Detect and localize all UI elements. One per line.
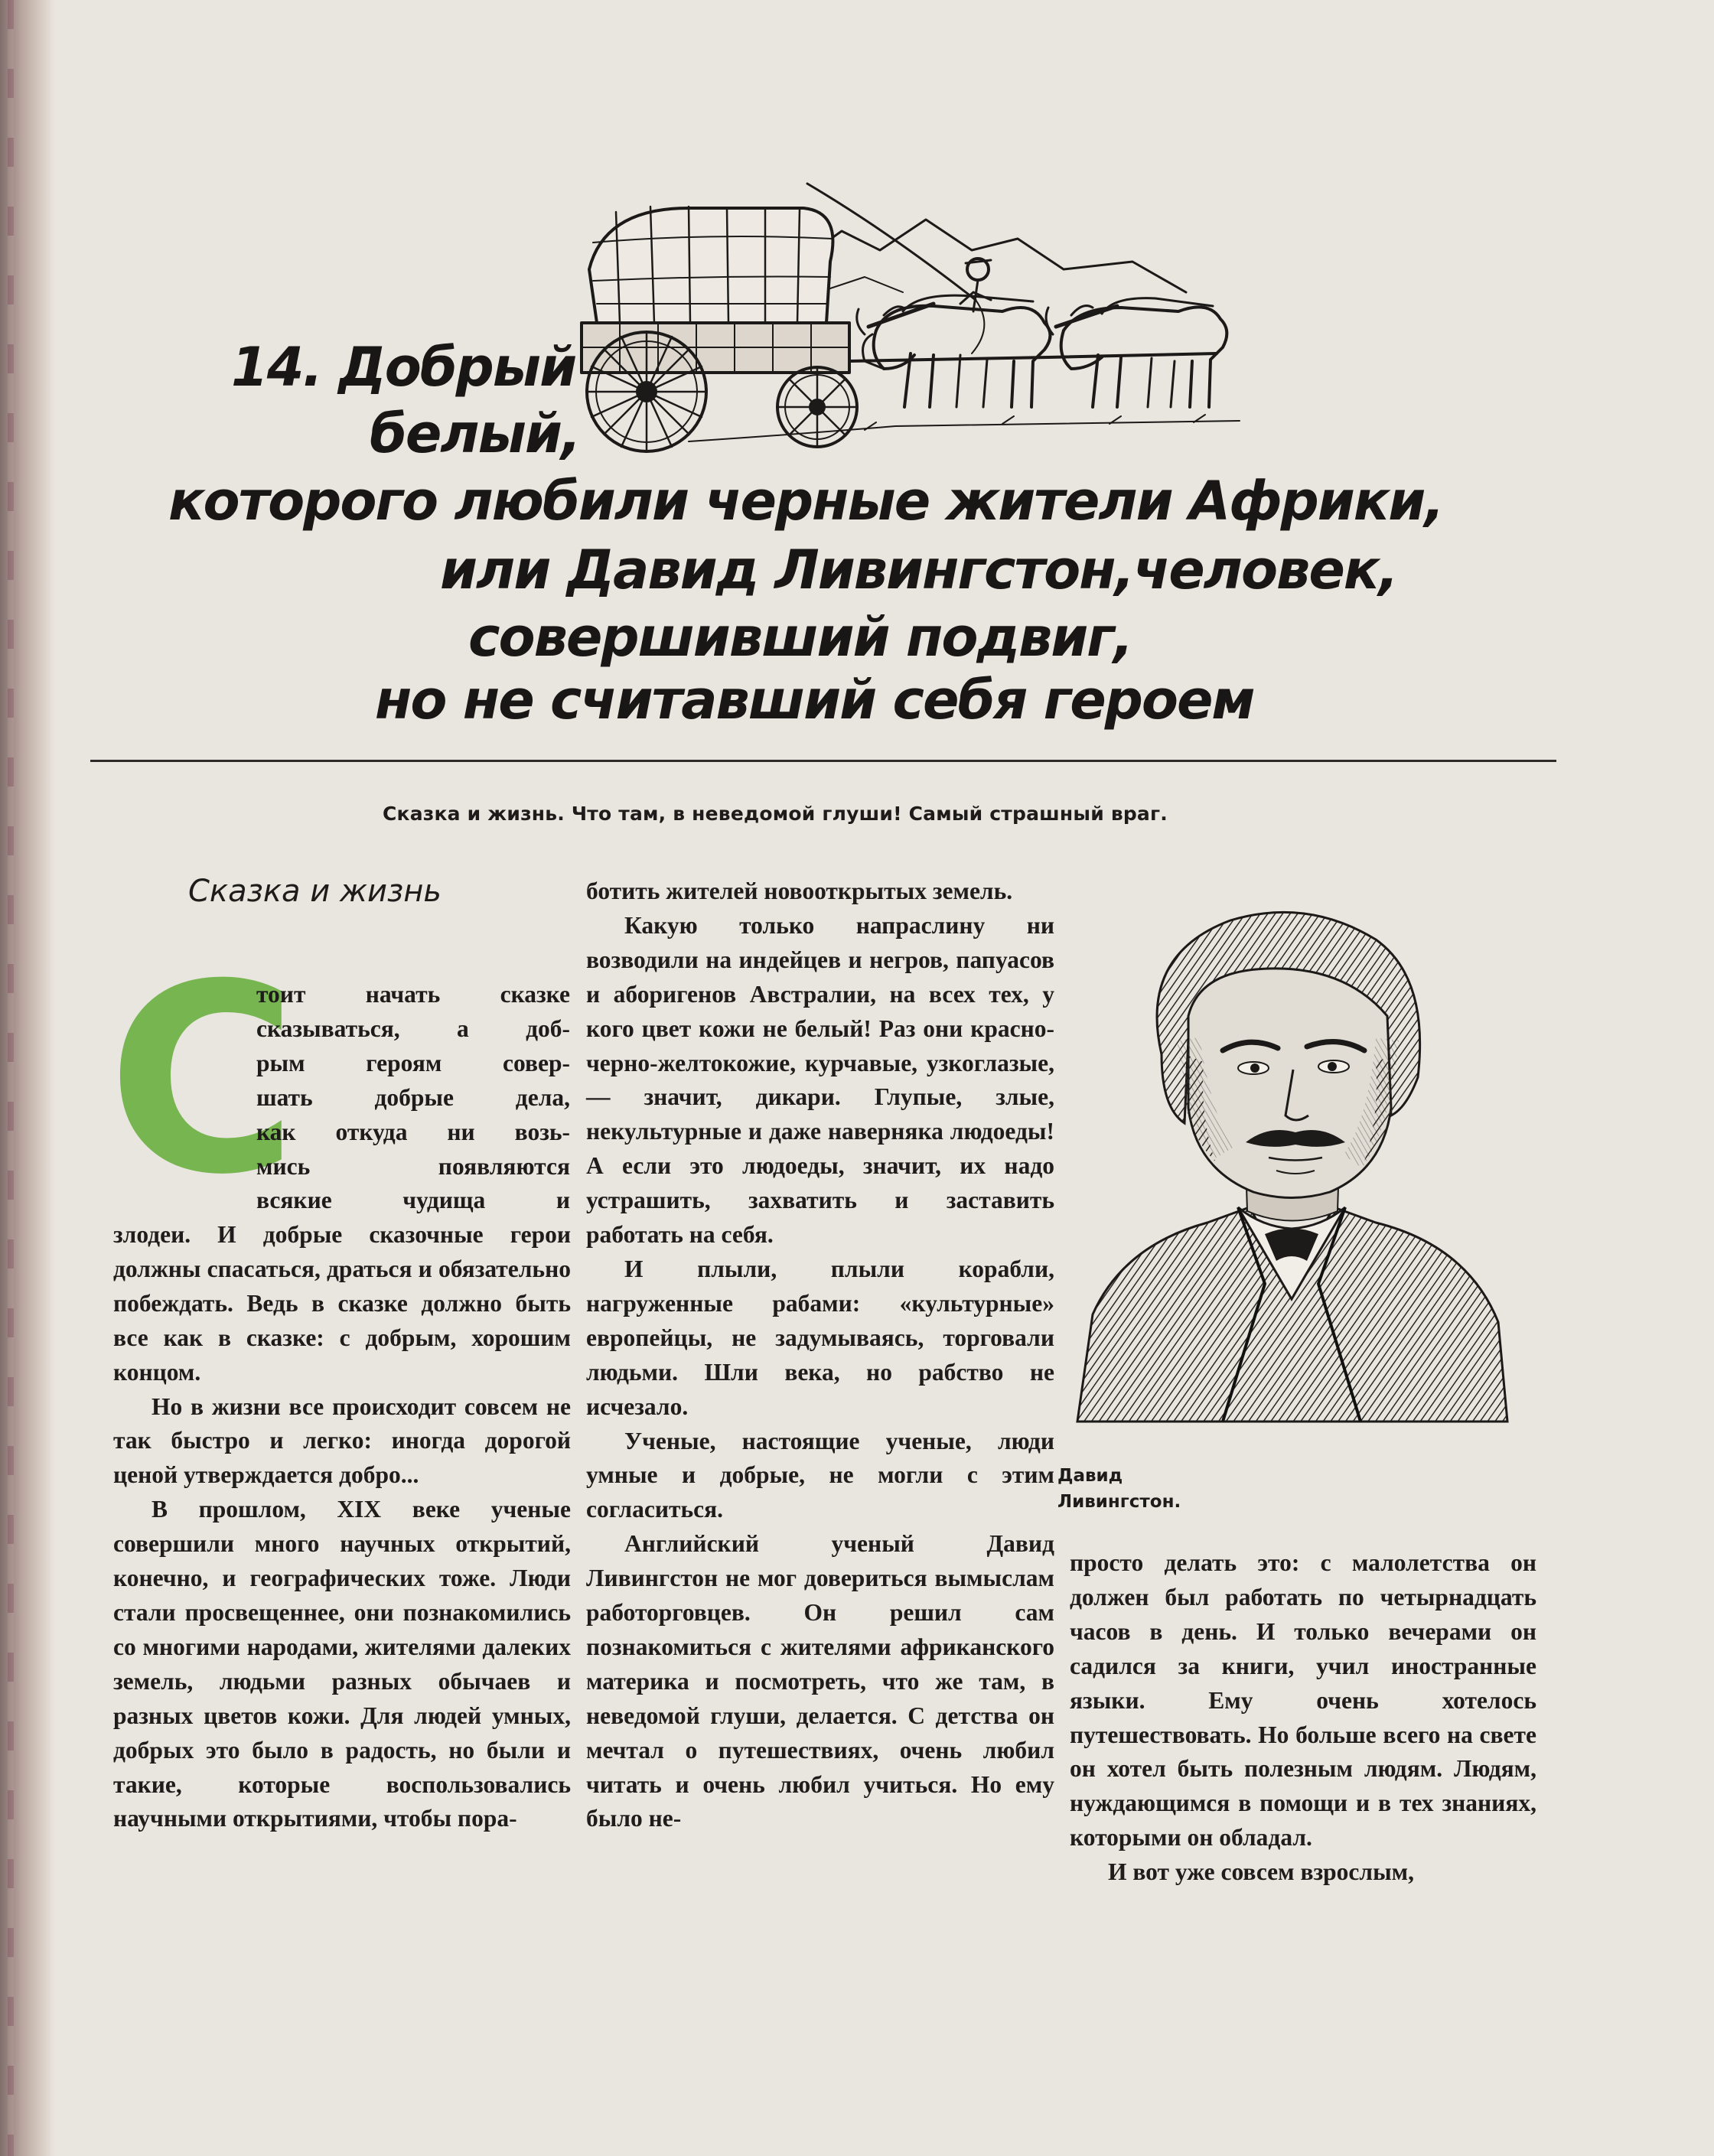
title-line-3: которого любили черные жители Африки,	[168, 470, 1443, 532]
lead-line: мись появляются	[256, 1152, 570, 1180]
title-line-1: 14. Добрый	[231, 336, 576, 399]
title-line-4: или Давид Ливингстон,человек,	[440, 539, 1397, 601]
paragraph: И вот уже совсем взрослым,	[1108, 1858, 1415, 1886]
portrait-engraving	[1070, 886, 1510, 1428]
chapter-subheadings: Сказка и жизнь. Что там, в неведомой глуши! Самый страшный враг.	[383, 803, 1168, 825]
paragraph: Английский ученый Давид Ливингстон не мог довериться вымыслам работорговцев. Он решил сам познакомиться с жителями африканского материка и посмотреть, что же там, в неведомой глуши, делается. С детства он мечтал о путешествиях, очень любил читать и очень любил учиться. Но ему было не-	[586, 1530, 1054, 1832]
intro-lead-lines	[256, 978, 570, 1218]
column-2	[586, 874, 1054, 1836]
lead-line: сказываться, а доб-	[256, 1014, 570, 1042]
paragraph: просто делать это: с малолетства он должен был работать по четырнадцать часов в день. И только вечерами он садился за книги, учил иностранные языки. Ему очень хотелось путешествовать. Но больше всего на свете он хотел быть полезным людям. Людям, нуждающимся в помощи и в тех знаниях, которыми он обладал.	[1070, 1549, 1536, 1851]
heading-divider	[90, 760, 1556, 762]
drop-cap: С	[107, 929, 289, 1232]
paragraph: И плыли, плыли корабли, нагруженные рабами: «культурные» европейцы, не задумываясь, торговали людьми. Шли века, но рабство не исчезало.	[586, 1255, 1054, 1420]
lead-line: всякие чудища и	[256, 1187, 570, 1214]
paragraph: Какую только напраслину ни возводили на индейцев и негров, папуасов и аборигенов Австралии, на всех тех, у кого цвет кожи не белый! Раз они красно-черно-желтокожие, курчавые, узкоглазые, — значит, дикари. Глупые, злые, некультурные и даже наверняка людоеды! А если это людоеды, значит, их надо устрашить, захватить и заставить работать на себя.	[586, 911, 1054, 1249]
lead-line: как откуда ни возь-	[256, 1118, 570, 1145]
page-edge	[0, 0, 55, 2156]
section-title: Сказка и жизнь	[188, 874, 442, 909]
lead-line: рым героям совер-	[256, 1049, 570, 1076]
title-line-6: но не считавший себя героем	[375, 669, 1254, 731]
paragraph: Но в жизни все происходит совсем не так быстро и легко: иногда дорогой ценой утверждается добро...	[113, 1392, 571, 1489]
column-3	[1070, 1546, 1536, 1890]
paragraph: В прошлом, XIX веке ученые совершили много научных открытий, конечно, и географических тоже. Люди стали просвещеннее, они познакомились со многими народами, жителями далеких земель, людьми разных обычаев и разных цветов кожи. Для людей умных, добрых это было в радость, но были и такие, которые воспользовались научными открытиями, чтобы пора-	[113, 1496, 571, 1832]
lead-line: тоит начать сказке	[256, 981, 570, 1008]
paragraph: Ученые, настоящие ученые, люди умные и добрые, не могли с этим согласиться.	[586, 1427, 1054, 1523]
paragraph: ботить жителей новооткрытых земель.	[586, 878, 1013, 904]
ox-wagon-illustration	[574, 177, 1243, 464]
paragraph: злодеи. И добрые сказочные герои должны спасаться, драться и обязательно побеждать. Ведь в сказке должно быть все как в сказке: с добрым, хорошим концом.	[113, 1221, 571, 1386]
lead-line: шать добрые дела,	[256, 1083, 570, 1111]
portrait-caption: Давид Ливингстон.	[1057, 1466, 1181, 1512]
column-1	[113, 1218, 571, 1836]
title-line-5: совершивший подвиг,	[468, 606, 1132, 669]
title-line-2: белый,	[370, 402, 580, 465]
